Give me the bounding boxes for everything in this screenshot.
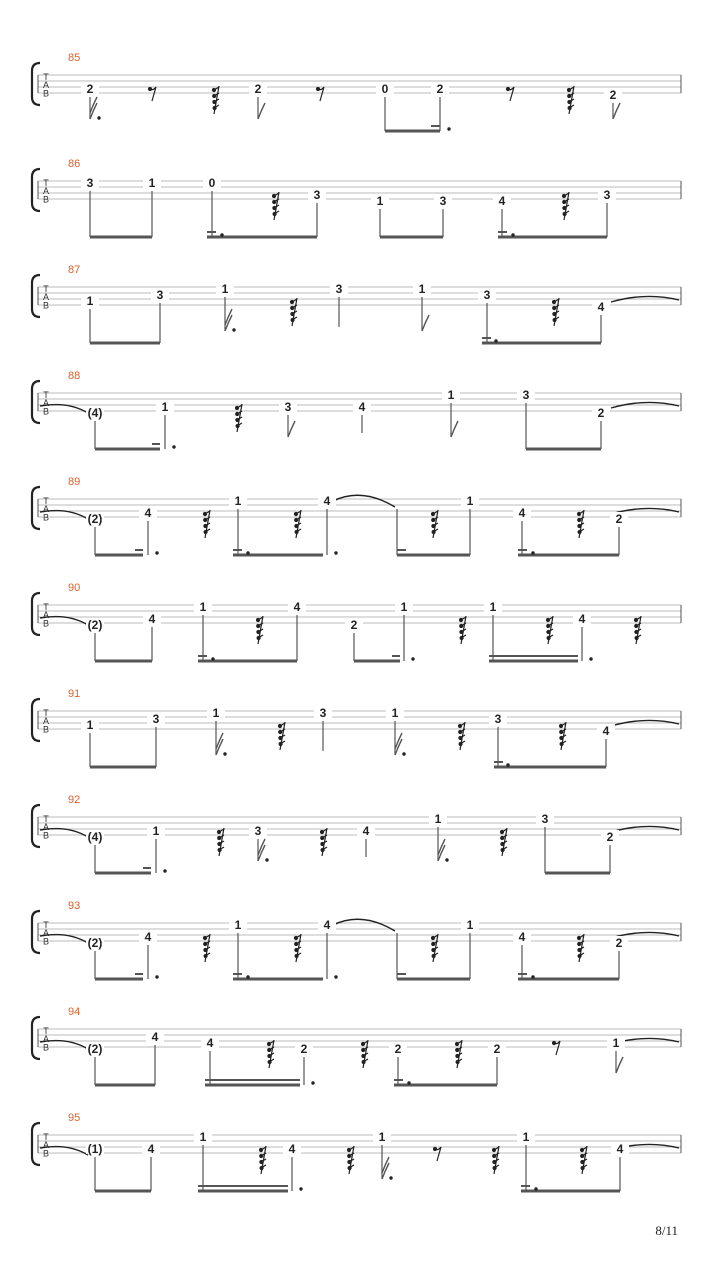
fret-number: 4	[293, 600, 301, 614]
fret-number: 2	[493, 1042, 501, 1056]
note-flag	[258, 103, 265, 119]
tab-clef-letter: B	[42, 830, 50, 841]
fret-number: 1	[378, 1130, 386, 1144]
fret-number: (1)	[87, 1142, 103, 1156]
augmentation-dot	[211, 657, 214, 660]
fret-number: 1	[86, 294, 94, 308]
augmentation-dot	[389, 1176, 392, 1179]
tab-clef-letter: T	[43, 602, 49, 612]
fret-number: 0	[381, 82, 389, 96]
measure-number: 90	[68, 582, 81, 594]
tab-clef-letter: B	[42, 512, 50, 523]
note-flag	[613, 103, 620, 119]
tab-clef-letter: T	[43, 178, 49, 188]
fret-number: 3	[313, 188, 321, 202]
fret-number: 4	[288, 1142, 296, 1156]
tab-clef-letter: A	[42, 1140, 50, 1151]
note-flag	[422, 315, 429, 331]
tab-system	[32, 476, 681, 555]
tab-clef-letter: T	[43, 1026, 49, 1036]
tab-system	[32, 794, 681, 873]
fret-number: 3	[541, 812, 549, 826]
tab-system	[32, 264, 681, 343]
fret-number: 2	[394, 1042, 402, 1056]
augmentation-dot	[334, 975, 337, 978]
augmentation-dot	[506, 763, 509, 766]
fret-number: (2)	[87, 618, 103, 632]
fret-number: (4)	[87, 830, 103, 844]
tab-clef-letter: A	[42, 610, 50, 621]
fret-number: 3	[86, 176, 94, 190]
fret-number: 1	[148, 176, 156, 190]
fret-number: 2	[300, 1042, 308, 1056]
fret-number: 1	[522, 1130, 530, 1144]
tab-clef-letter: T	[43, 284, 49, 294]
fret-number: 1	[234, 494, 242, 508]
system-bracket	[32, 699, 40, 741]
tab-clef-letter: T	[43, 814, 49, 824]
system-bracket	[32, 169, 40, 211]
fret-number: 4	[597, 300, 605, 314]
augmentation-dot	[447, 127, 450, 130]
tab-clef-letter: B	[42, 300, 50, 311]
rest-stem	[150, 87, 156, 101]
measure-number: 92	[68, 794, 81, 806]
tab-clef-letter: B	[42, 406, 50, 417]
tab-clef-letter: T	[43, 1132, 49, 1142]
augmentation-dot	[232, 328, 235, 331]
tab-clef-letter: A	[42, 716, 50, 727]
fret-number: 3	[603, 188, 611, 202]
system-bracket	[32, 381, 40, 423]
fret-number: 1	[489, 600, 497, 614]
tab-clef-letter: A	[42, 504, 50, 515]
tab-clef-letter: T	[43, 496, 49, 506]
system-bracket	[32, 487, 40, 529]
augmentation-dot	[445, 858, 448, 861]
rest-stem	[318, 87, 324, 101]
fret-number: 3	[156, 288, 164, 302]
augmentation-dot	[411, 657, 414, 660]
tab-system	[32, 158, 681, 237]
note-flag	[451, 421, 458, 437]
augmentation-dot	[494, 339, 497, 342]
tab-systems	[32, 52, 681, 1191]
fret-number: 1	[391, 706, 399, 720]
fret-number: 4	[362, 824, 370, 838]
tab-system	[32, 1006, 681, 1085]
measure-number: 93	[68, 900, 81, 912]
fret-number: 3	[522, 388, 530, 402]
fret-number: 2	[436, 82, 444, 96]
fret-number: 4	[323, 494, 331, 508]
measure-number: 88	[68, 370, 81, 382]
augmentation-dot	[299, 1187, 302, 1190]
augmentation-dot	[155, 551, 158, 554]
augmentation-dot	[246, 975, 249, 978]
augmentation-dot	[334, 551, 337, 554]
augmentation-dot	[589, 657, 592, 660]
augmentation-dot	[172, 445, 175, 448]
tab-clef-letter: B	[42, 88, 50, 99]
system-bracket	[32, 911, 40, 953]
rest-stem	[508, 87, 514, 101]
augmentation-dot	[531, 975, 534, 978]
fret-number: 2	[350, 618, 358, 632]
fret-number: 1	[434, 812, 442, 826]
fret-number: 3	[439, 194, 447, 208]
measure-number: 89	[68, 476, 81, 488]
augmentation-dot	[407, 1081, 410, 1084]
measure-number: 87	[68, 264, 81, 276]
fret-number: 1	[376, 194, 384, 208]
fret-number: 1	[86, 718, 94, 732]
tab-system	[32, 370, 681, 449]
fret-number: 1	[234, 918, 242, 932]
tab-clef-letter: A	[42, 292, 50, 303]
tab-clef-letter: A	[42, 1034, 50, 1045]
system-bracket	[32, 1123, 40, 1165]
page-number: 8/11	[655, 1223, 678, 1238]
tab-clef-letter: B	[42, 1042, 50, 1053]
fret-number: 4	[206, 1036, 214, 1050]
tab-system	[32, 688, 681, 767]
fret-number: 1	[199, 1130, 207, 1144]
tab-system	[32, 900, 681, 979]
system-bracket	[32, 275, 40, 317]
augmentation-dot	[531, 551, 534, 554]
fret-number: 1	[199, 600, 207, 614]
fret-number: 4	[578, 612, 586, 626]
tab-clef-letter: T	[43, 920, 49, 930]
fret-number: 1	[466, 494, 474, 508]
fret-number: 1	[612, 1036, 620, 1050]
augmentation-dot	[402, 752, 405, 755]
augmentation-dot	[246, 551, 249, 554]
fret-number: 3	[284, 400, 292, 414]
fret-number: 3	[494, 712, 502, 726]
fret-number: 2	[606, 830, 614, 844]
measure-number: 94	[68, 1006, 81, 1018]
fret-number: 2	[254, 82, 262, 96]
fret-number: 1	[400, 600, 408, 614]
fret-number: 1	[447, 388, 455, 402]
fret-number: 4	[498, 194, 506, 208]
tab-clef-letter: B	[42, 1148, 50, 1159]
augmentation-dot	[97, 116, 100, 119]
tab-clef-letter: A	[42, 822, 50, 833]
fret-number: 2	[597, 406, 605, 420]
augmentation-dot	[534, 1187, 537, 1190]
fret-number: (2)	[87, 512, 103, 526]
fret-number: 4	[144, 930, 152, 944]
fret-number: (2)	[87, 936, 103, 950]
fret-number: 4	[518, 930, 526, 944]
augmentation-dot	[511, 233, 514, 236]
tab-clef-letter: A	[42, 928, 50, 939]
fret-number: 3	[483, 288, 491, 302]
fret-number: 1	[152, 824, 160, 838]
system-bracket	[32, 805, 40, 847]
tab-clef-letter: B	[42, 724, 50, 735]
fret-number: 4	[323, 918, 331, 932]
fret-number: 4	[616, 1142, 624, 1156]
fret-number: 3	[335, 282, 343, 296]
tab-system	[32, 1112, 681, 1191]
tab-system	[32, 52, 681, 131]
measure-number: 91	[68, 688, 81, 700]
fret-number: 1	[212, 706, 220, 720]
rest-stem	[435, 1147, 441, 1161]
augmentation-dot	[311, 1081, 314, 1084]
system-bracket	[32, 1017, 40, 1059]
fret-number: 2	[615, 512, 623, 526]
fret-number: 4	[144, 506, 152, 520]
tab-clef-letter: T	[43, 708, 49, 718]
fret-number: 1	[161, 400, 169, 414]
fret-number: 4	[602, 724, 610, 738]
fret-number: 4	[147, 1142, 155, 1156]
augmentation-dot	[265, 858, 268, 861]
rest-stem	[554, 1041, 560, 1055]
fret-number: 3	[254, 824, 262, 838]
tab-clef-letter: T	[43, 72, 49, 82]
augmentation-dot	[163, 869, 166, 872]
fret-number: 0	[208, 176, 216, 190]
fret-number: 1	[418, 282, 426, 296]
augmentation-dot	[220, 233, 223, 236]
system-bracket	[32, 593, 40, 635]
measure-number: 95	[68, 1112, 81, 1124]
fret-number: 4	[148, 612, 156, 626]
fret-number: 4	[518, 506, 526, 520]
tab-clef-letter: A	[42, 398, 50, 409]
fret-number: (2)	[87, 1042, 103, 1056]
fret-number: (4)	[87, 406, 103, 420]
fret-number: 2	[86, 82, 94, 96]
tab-clef-letter: T	[43, 390, 49, 400]
fret-number: 3	[152, 712, 160, 726]
note-flag	[288, 421, 295, 437]
tab-clef-letter: A	[42, 80, 50, 91]
measure-number: 86	[68, 158, 81, 170]
fret-number: 4	[151, 1030, 159, 1044]
tab-system	[32, 582, 681, 661]
augmentation-dot	[223, 752, 226, 755]
tab-clef-letter: B	[42, 618, 50, 629]
measure-number: 85	[68, 52, 81, 64]
fret-number: 4	[358, 400, 366, 414]
fret-number: 2	[615, 936, 623, 950]
fret-number: 1	[466, 918, 474, 932]
fret-number: 1	[221, 282, 229, 296]
system-bracket	[32, 63, 40, 105]
tab-clef-letter: A	[42, 186, 50, 197]
fret-number: 2	[609, 88, 617, 102]
fret-number: 3	[319, 706, 327, 720]
augmentation-dot	[155, 975, 158, 978]
note-flag	[616, 1057, 623, 1073]
tab-clef-letter: B	[42, 936, 50, 947]
tab-clef-letter: B	[42, 194, 50, 205]
